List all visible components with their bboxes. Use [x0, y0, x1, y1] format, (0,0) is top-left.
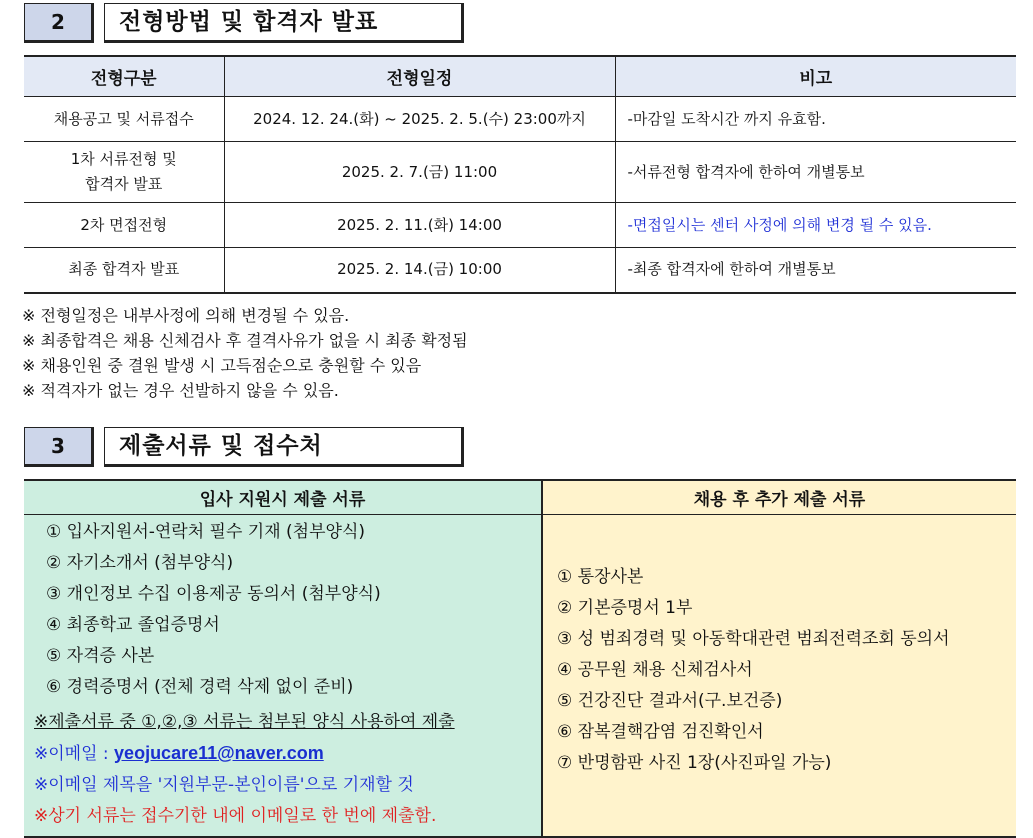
email-prefix: ※이메일 : [34, 744, 115, 764]
note-line: ※ 전형일정은 내부사정에 의해 변경될 수 있음. [22, 306, 350, 325]
date-cell: 2024. 12. 24.(화) ~ 2025. 2. 5.(수) 23:00까지 [224, 97, 615, 142]
note-line: ※ 채용인원 중 결원 발생 시 고득점순으로 충원할 수 있음 [22, 356, 422, 375]
list-item: ③ 개인정보 수집 이용제공 동의서 (첨부양식) [46, 584, 381, 604]
schedule-notes [22, 303, 468, 403]
right-column-header: 채용 후 추가 제출 서류 [542, 480, 1016, 515]
column-header: 전형일정 [224, 56, 615, 97]
list-item: ① 통장사본 [557, 567, 644, 587]
note-line: ※ 최종합격은 채용 신체검사 후 결격사유가 없을 시 최종 확정됨 [22, 331, 468, 350]
section-number: 2 [24, 3, 94, 43]
table-row [24, 97, 1016, 142]
list-item: ③ 성 범죄경력 및 아동학대관련 범죄전력조회 동의서 [557, 629, 950, 649]
stage-cell: 채용공고 및 서류접수 [24, 97, 224, 142]
list-item: ④ 최종학교 졸업증명서 [46, 615, 220, 635]
subject-note: ※이메일 제목을 '지원부문-본인이름'으로 기재할 것 [34, 775, 414, 795]
left-column-header: 입사 지원시 제출 서류 [24, 480, 542, 515]
table-row [24, 203, 1016, 248]
email-line [34, 738, 541, 770]
list-item: ⑤ 건강진단 결과서(구.보건증) [557, 691, 783, 711]
submit-prefix: ※ [34, 806, 49, 826]
attach-note: ※제출서류 중 ①,②,③ 서류는 첨부된 양식 사용하여 제출 [34, 712, 455, 732]
list-item: ② 자기소개서 (첨부양식) [46, 553, 234, 573]
documents-table [24, 479, 1016, 838]
list-item: ② 기본증명서 1부 [557, 598, 693, 618]
section-title: 전형방법 및 합격자 발표 [104, 3, 464, 43]
stage-cell: 최종 합격자 발표 [24, 248, 224, 293]
post-hire-documents [542, 515, 1016, 838]
list-item: ⑥ 경력증명서 (전체 경력 삭제 없이 준비) [46, 677, 354, 697]
date-cell: 2025. 2. 11.(화) 14:00 [224, 203, 615, 248]
column-header: 전형구분 [24, 56, 224, 97]
date-cell: 2025. 2. 14.(금) 10:00 [224, 248, 615, 293]
list-item: ① 입사지원서-연락처 필수 기재 (첨부양식) [46, 522, 366, 542]
note-cell: -서류전형 합격자에 한하여 개별통보 [615, 142, 1016, 203]
stage-cell: 2차 면접전형 [24, 203, 224, 248]
submit-note: 상기 서류는 접수기한 내에 이메일로 한 번에 제출함. [48, 806, 437, 826]
list-item: ⑤ 자격증 사본 [46, 646, 155, 666]
column-header: 비고 [615, 56, 1016, 97]
email-link[interactable]: yeojucare11@naver.com [114, 743, 324, 763]
submit-note-line [34, 801, 541, 832]
note-line: ※ 적격자가 없는 경우 선발하지 않을 수 있음. [22, 381, 339, 400]
table-header-row [24, 56, 1016, 97]
note-cell: -면접일시는 센터 사정에 의해 변경 될 수 있음. [615, 203, 1016, 248]
section-number: 3 [24, 427, 94, 467]
application-documents [24, 515, 542, 838]
list-item: ⑦ 반명함판 사진 1장(사진파일 가능) [557, 753, 832, 773]
note-cell: -마감일 도착시간 까지 유효함. [615, 97, 1016, 142]
table-row [24, 142, 1016, 203]
stage-cell: 1차 서류전형 및 합격자 발표 [24, 142, 224, 203]
note-cell: -최종 합격자에 한하여 개별통보 [615, 248, 1016, 293]
schedule-table [24, 55, 1016, 294]
list-item: ④ 공무원 채용 신체검사서 [557, 660, 753, 680]
table-row [24, 248, 1016, 293]
section-title: 제출서류 및 접수처 [104, 427, 464, 467]
date-cell: 2025. 2. 7.(금) 11:00 [224, 142, 615, 203]
list-item: ⑥ 잠복결핵감염 검진확인서 [557, 722, 764, 742]
